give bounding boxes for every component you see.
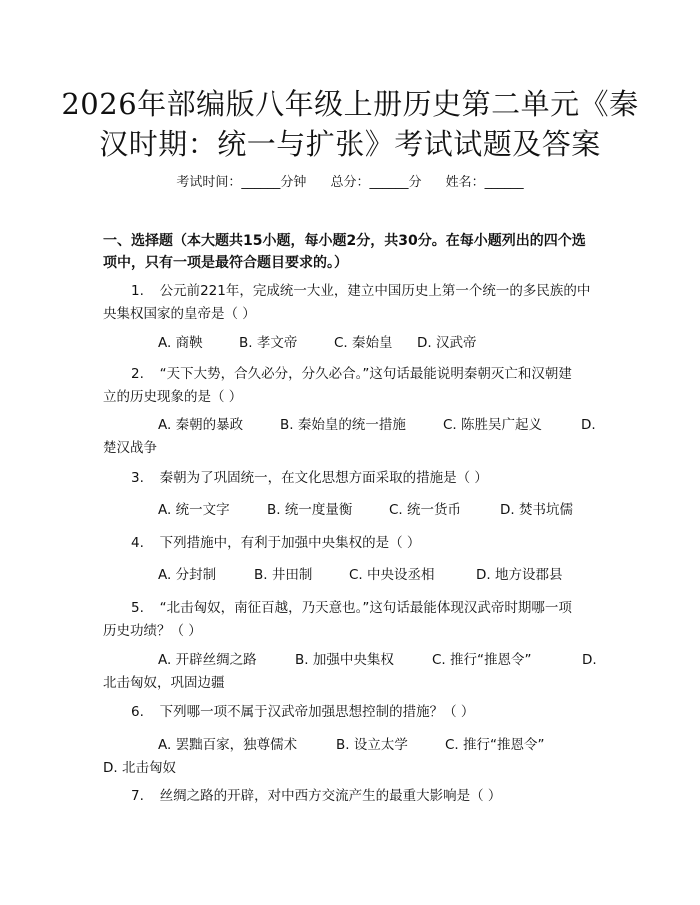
option-c: C. 推行“推恩令” — [445, 737, 545, 753]
question-text-line-1: 下列哪一项不属于汉武帝加强思想控制的措施？（ ） — [159, 704, 475, 720]
exam-time: 考试时间：______分钟 — [176, 175, 307, 190]
option-c: C. 推行“推恩令” — [432, 652, 532, 668]
question-text-line-1: 秦朝为了巩固统一，在文化思想方面采取的措施是（ ） — [159, 470, 488, 486]
question-5 — [103, 597, 600, 643]
option-d-continued: 北击匈奴，巩固边疆 — [103, 675, 225, 691]
student-name: 姓名：______ — [445, 175, 524, 190]
option-d: D. — [581, 417, 596, 433]
option-b: B. 设立太学 — [336, 737, 408, 753]
option-a: A. 商鞅 — [158, 335, 203, 351]
question-number: 4. — [131, 535, 144, 551]
exam-meta — [0, 171, 700, 190]
question-4 — [103, 532, 600, 555]
question-text-line-1: 丝绸之路的开辟，对中西方交流产生的最重大影响是（ ） — [159, 788, 502, 804]
question-text-line-1: “北击匈奴，南征百越，乃天意也。”这句话最能体现汉武帝时期哪一项 — [159, 600, 572, 616]
option-c: C. 统一货币 — [389, 502, 462, 518]
question-number: 5. — [131, 600, 144, 616]
option-b: B. 加强中央集权 — [295, 652, 394, 668]
question-text-line-2: 立的历史现象的是（ ） — [103, 389, 243, 405]
question-text-line-2: 历史功绩？（ ） — [103, 623, 202, 639]
option-b: B. 孝文帝 — [239, 335, 298, 351]
option-a: A. 罢黜百家，独尊儒术 — [158, 737, 298, 753]
question-number: 6. — [131, 704, 144, 720]
option-d: D. 地方设郡县 — [476, 567, 563, 583]
option-a: A. 统一文字 — [158, 502, 230, 518]
option-c: C. 中央设丞相 — [349, 567, 435, 583]
section-heading-line-2: 项中，只有一项是最符合题目要求的。） — [103, 255, 348, 271]
question-number: 2. — [131, 366, 144, 382]
option-d: D. 汉武帝 — [417, 335, 477, 351]
title-line-1: 2026年部编版八年级上册历史第二单元《秦 — [61, 87, 639, 121]
question-text-line-2: 央集权国家的皇帝是（ ） — [103, 306, 256, 322]
option-b: B. 秦始皇的统一措施 — [280, 417, 406, 433]
question-text-line-1: 公元前221年，完成统一大业，建立中国历史上第一个统一的多民族的中 — [159, 283, 591, 299]
title-line-2: 汉时期：统一与扩张》考试试题及答案 — [99, 127, 601, 161]
option-b: B. 统一度量衡 — [267, 502, 353, 518]
question-6 — [103, 701, 600, 724]
option-d: D. 焚书坑儒 — [500, 502, 573, 518]
option-c: C. 秦始皇 — [334, 335, 393, 351]
option-a: A. 秦朝的暴政 — [158, 417, 244, 433]
question-text-line-1: “天下大势，合久必分，分久必合。”这句话最能说明秦朝灭亡和汉朝建 — [159, 366, 572, 382]
question-number: 1. — [131, 283, 144, 299]
option-a: A. 开辟丝绸之路 — [158, 652, 257, 668]
option-b: B. 井田制 — [254, 567, 313, 583]
section-heading — [103, 230, 603, 274]
option-d: D. 北击匈奴 — [103, 760, 176, 776]
option-c: C. 陈胜吴广起义 — [443, 417, 543, 433]
option-d-continued: 楚汉战争 — [103, 440, 157, 456]
total-score: 总分：______分 — [330, 175, 422, 190]
document-title — [60, 84, 640, 164]
question-text-line-1: 下列措施中，有利于加强中央集权的是（ ） — [159, 535, 421, 551]
question-3 — [103, 467, 600, 490]
question-number: 7. — [131, 788, 144, 804]
question-number: 3. — [131, 470, 144, 486]
section-heading-line-1: 一、选择题（本大题共15小题，每小题2分，共30分。在每小题列出的四个选 — [103, 233, 586, 249]
option-a: A. 分封制 — [158, 567, 217, 583]
question-2 — [103, 363, 600, 409]
option-d: D. — [582, 652, 597, 668]
question-1 — [103, 280, 600, 326]
question-7 — [103, 785, 600, 808]
